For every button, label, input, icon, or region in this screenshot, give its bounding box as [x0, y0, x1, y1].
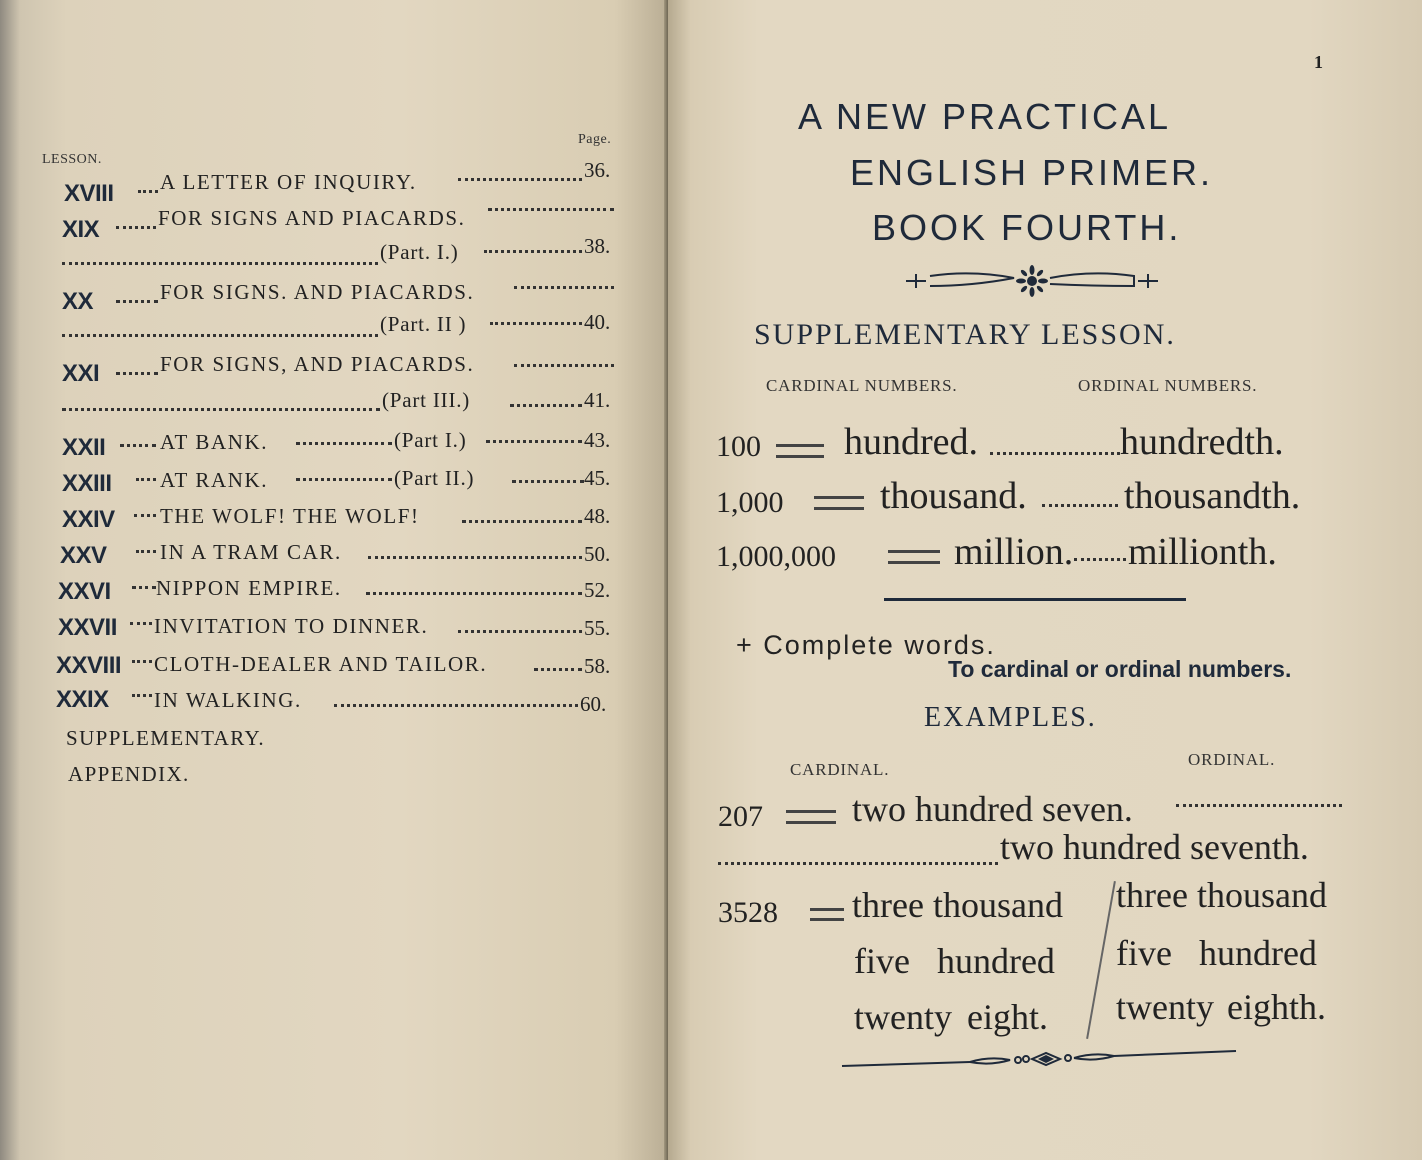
leader-dots: [514, 364, 614, 367]
lesson-title: AT RANK.: [160, 468, 269, 492]
leader-dots: [296, 442, 392, 445]
example-cardinal-line: twenty eight.: [854, 997, 1048, 1037]
leader-dots: [132, 660, 152, 663]
example-cardinal: two hundred seven.: [852, 789, 1133, 829]
example-ordinal: two hundred seventh.: [1000, 827, 1309, 867]
ornament-divider: [902, 264, 1162, 298]
lesson-number: XIX: [62, 216, 100, 243]
example-ordinal-line: five hundred: [1116, 933, 1317, 973]
toc-continuation: [0, 312, 668, 346]
page-number: 58.: [584, 654, 611, 678]
leader-dots: [484, 250, 582, 253]
equals-sign: [810, 908, 844, 921]
lesson-number: XXII: [62, 434, 106, 461]
lesson-number: XXVI: [58, 578, 111, 605]
lesson-title: NIPPON EMPIRE.: [156, 576, 342, 600]
part-label: (Part. I.): [380, 240, 459, 264]
ordinal-word: thousandth.: [1124, 475, 1301, 517]
toc-entry: [0, 686, 668, 720]
leader-dots: [62, 262, 378, 265]
leader-dots: [62, 334, 378, 337]
lesson-number: XXVII: [58, 614, 117, 641]
number-value: 100: [716, 430, 761, 463]
leader-dots: [1074, 558, 1126, 561]
toc-entry: [0, 574, 668, 608]
page-number: 40.: [584, 310, 611, 334]
page-number: 45.: [584, 466, 611, 490]
lesson-number: XXI: [62, 360, 100, 387]
lesson-title: AT BANK.: [160, 430, 269, 454]
leader-dots: [334, 704, 578, 707]
leader-dots: [296, 478, 392, 481]
leader-dots: [132, 694, 152, 697]
equals-sign: [786, 810, 836, 824]
toc-entry: [0, 204, 668, 243]
examples-ordinal-heading: ORDINAL.: [1188, 750, 1276, 769]
example-cardinal-line: three thousand: [852, 885, 1063, 925]
lesson-number: XXIII: [62, 470, 112, 497]
example-ordinal-line: three thousand: [1116, 875, 1327, 915]
leader-dots: [490, 322, 582, 325]
toc-entry: [0, 280, 668, 314]
leader-dots: [116, 226, 156, 229]
leader-dots: [130, 622, 152, 625]
leader-dots: [116, 372, 158, 375]
lesson-number: XXVIII: [56, 652, 122, 679]
page-number: 38.: [584, 234, 611, 258]
cardinal-column-heading: CARDINAL NUMBERS.: [766, 376, 958, 395]
leader-dots: [134, 514, 156, 517]
lesson-title: THE WOLF! THE WOLF!: [160, 504, 420, 528]
examples-cardinal-heading: CARDINAL.: [790, 760, 890, 779]
instruction-line-1: + Complete words.: [736, 630, 996, 660]
leader-dots: [1042, 504, 1118, 507]
lesson-header: LESSON.: [42, 152, 102, 167]
lesson-number: XXV: [60, 542, 107, 569]
horizontal-rule: [884, 598, 1186, 601]
leader-dots: [458, 178, 582, 181]
equals-sign: [776, 444, 824, 458]
appendix-entry: APPENDIX.: [68, 762, 190, 786]
lesson-title: FOR SIGNS, AND PIACARDS.: [160, 352, 475, 376]
leader-dots: [120, 444, 156, 447]
lesson-title: A LETTER OF INQUIRY.: [160, 170, 417, 194]
lesson-title: CLOTH-DEALER AND TAILOR.: [154, 652, 488, 676]
leader-dots: [510, 404, 582, 407]
lesson-number: XX: [62, 288, 94, 315]
toc-entry: [0, 612, 668, 646]
leader-dots: [718, 862, 998, 865]
toc-entry: [0, 538, 668, 572]
lesson-title: FOR SIGNS. AND PIACARDS.: [160, 280, 475, 304]
part-label: (Part II.): [394, 466, 475, 490]
leader-dots: [512, 480, 584, 483]
section-title: SUPPLEMENTARY LESSON.: [754, 318, 1176, 351]
ordinal-word: millionth.: [1128, 531, 1277, 573]
example-cardinal-line: five hundred: [854, 941, 1055, 981]
example-value: 207: [718, 800, 763, 833]
toc-continuation: [0, 390, 668, 424]
page-number: 52.: [584, 578, 611, 602]
part-label: (Part. II ): [380, 312, 467, 336]
page-number: 50.: [584, 542, 611, 566]
toc-entry: [0, 502, 668, 536]
leader-dots: [136, 478, 156, 481]
lesson-number: XXIX: [56, 686, 109, 713]
lesson-number: XVIII: [64, 180, 114, 207]
book-title-line-3: BOOK FOURTH.: [872, 207, 1182, 248]
toc-entry: [0, 466, 668, 500]
examples-title: EXAMPLES.: [924, 702, 1097, 733]
leader-dots: [534, 668, 582, 671]
leader-dots: [990, 452, 1120, 455]
lesson-title: IN WALKING.: [154, 688, 302, 712]
leader-dots: [488, 208, 614, 211]
leader-dots: [462, 520, 582, 523]
toc-continuation: [0, 234, 668, 272]
right-page: [668, 0, 1422, 1160]
leader-dots: [138, 190, 158, 193]
part-label: (Part III.): [382, 388, 471, 412]
lesson-number: XXIV: [62, 506, 115, 533]
left-page: [0, 0, 668, 1160]
page-number: 60.: [580, 692, 607, 716]
page-number: 48.: [584, 504, 611, 528]
toc-entry: [0, 428, 668, 462]
toc-entry: [0, 650, 668, 684]
leader-dots: [368, 556, 582, 559]
number-value: 1,000,000: [716, 540, 836, 573]
leader-dots: [514, 286, 614, 289]
leader-dots: [132, 586, 156, 589]
lesson-title: INVITATION TO DINNER.: [154, 614, 429, 638]
supplementary-entry: SUPPLEMENTARY.: [66, 726, 265, 750]
cardinal-word: hundred.: [844, 421, 979, 463]
page-number: 55.: [584, 616, 611, 640]
page-number: 1: [1314, 52, 1323, 72]
leader-dots: [136, 550, 156, 553]
number-value: 1,000: [716, 486, 784, 519]
toc-entry: [0, 352, 668, 386]
equals-sign: [888, 550, 940, 564]
leader-dots: [458, 630, 582, 633]
bottom-ornament: [840, 1046, 1240, 1072]
example-value: 3528: [718, 896, 778, 929]
leader-dots: [366, 592, 582, 595]
column-divider: [1086, 881, 1116, 1039]
lesson-title: IN A TRAM CAR.: [160, 540, 342, 564]
leader-dots: [486, 440, 582, 443]
page-number: 43.: [584, 428, 611, 452]
page-header: Page.: [578, 132, 612, 147]
page-number: 36.: [584, 158, 611, 182]
cardinal-word: thousand.: [880, 475, 1027, 517]
leader-dots: [62, 408, 380, 411]
book-title-line-2: ENGLISH PRIMER.: [850, 152, 1214, 193]
leader-dots: [1176, 804, 1342, 807]
leader-dots: [116, 300, 158, 303]
cardinal-word: million.: [954, 531, 1074, 573]
page-number: 41.: [584, 388, 611, 412]
example-ordinal-line: twenty eighth.: [1116, 987, 1326, 1027]
book-title-line-1: A NEW PRACTICAL: [798, 96, 1172, 137]
ordinal-column-heading: ORDINAL NUMBERS.: [1078, 376, 1258, 395]
part-label: (Part I.): [394, 428, 467, 452]
lesson-title: FOR SIGNS AND PIACARDS.: [158, 206, 466, 230]
equals-sign: [814, 496, 864, 510]
instruction-line-2: To cardinal or ordinal numbers.: [948, 656, 1292, 682]
ordinal-word: hundredth.: [1120, 421, 1284, 463]
